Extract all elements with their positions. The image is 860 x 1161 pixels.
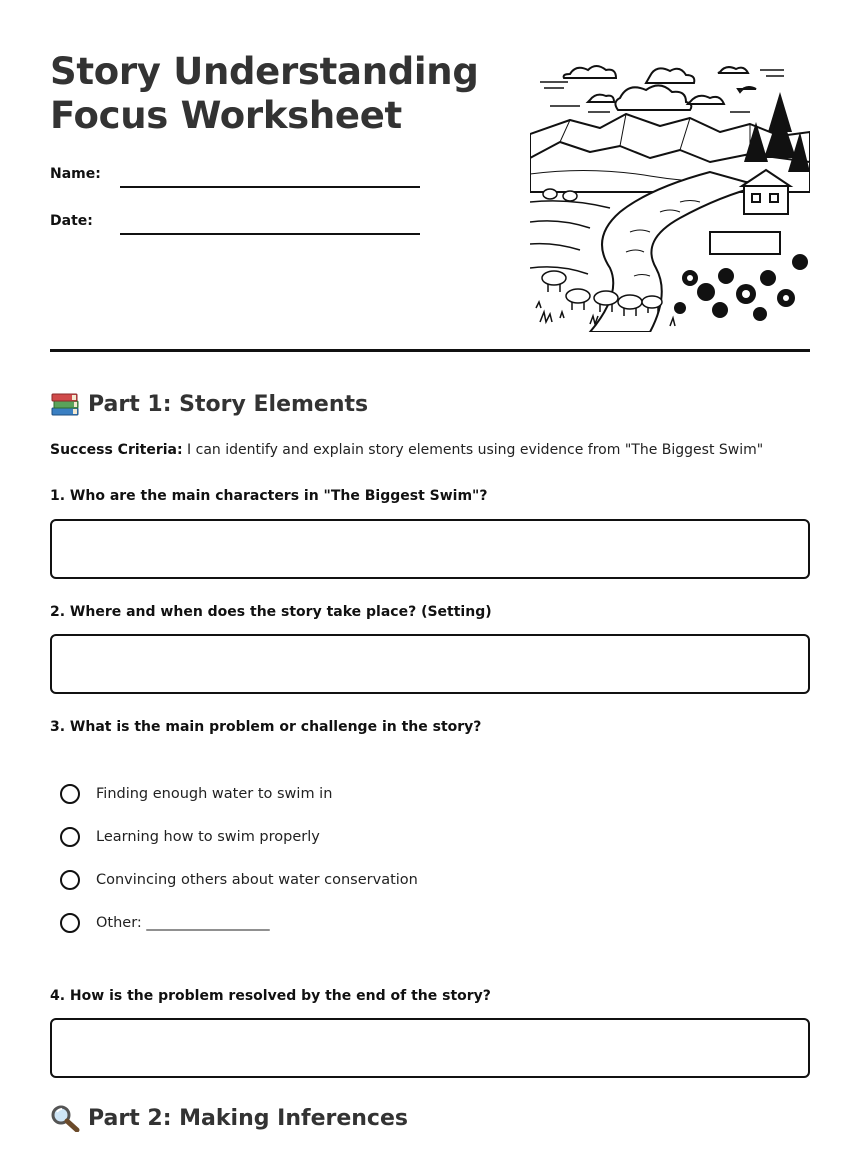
radio-button[interactable] xyxy=(60,870,80,890)
name-field[interactable] xyxy=(120,186,420,188)
answer-box-1[interactable] xyxy=(50,519,810,579)
success-criteria xyxy=(50,442,763,458)
criteria-label: Success Criteria: xyxy=(50,442,183,458)
radio-button[interactable] xyxy=(60,913,80,933)
q3-option[interactable] xyxy=(60,784,332,804)
question-1: 1. Who are the main characters in "The Biggest Swim"? xyxy=(50,488,488,504)
question-4: 4. How is the problem resolved by the end of the story? xyxy=(50,988,491,1004)
question-2: 2. Where and when does the story take place? (Setting) xyxy=(50,604,492,620)
option-label: Finding enough water to swim in xyxy=(96,786,333,802)
q3-option[interactable] xyxy=(60,827,320,847)
part1-title: Part 1: Story Elements xyxy=(88,391,369,417)
answer-box-2[interactable] xyxy=(50,634,810,694)
worksheet-title xyxy=(50,50,490,138)
criteria-text: I can identify and explain story elements using evidence from "The Biggest Swim" xyxy=(182,442,764,458)
landscape-illustration xyxy=(530,62,810,332)
option-label: Learning how to swim properly xyxy=(96,829,320,845)
answer-box-4[interactable] xyxy=(50,1018,810,1078)
option-label: Convincing others about water conservation xyxy=(96,872,418,888)
magnifying-glass-icon xyxy=(50,1104,80,1132)
header-divider xyxy=(50,349,810,352)
date-label: Date: xyxy=(50,213,93,229)
radio-button[interactable] xyxy=(60,827,80,847)
part2-title: Part 2: Making Inferences xyxy=(88,1105,408,1131)
radio-button[interactable] xyxy=(60,784,80,804)
q3-option[interactable] xyxy=(60,913,270,933)
name-label: Name: xyxy=(50,166,101,182)
books-icon xyxy=(50,390,80,418)
q3-option[interactable] xyxy=(60,870,418,890)
question-3: 3. What is the main problem or challenge in the story? xyxy=(50,719,482,735)
date-field[interactable] xyxy=(120,233,420,235)
part2-heading xyxy=(50,1104,408,1132)
part1-heading xyxy=(50,390,368,418)
option-label: Other: _________________ xyxy=(96,915,270,931)
title-line-1: Story Understanding xyxy=(50,50,479,93)
title-line-2: Focus Worksheet xyxy=(50,94,402,137)
